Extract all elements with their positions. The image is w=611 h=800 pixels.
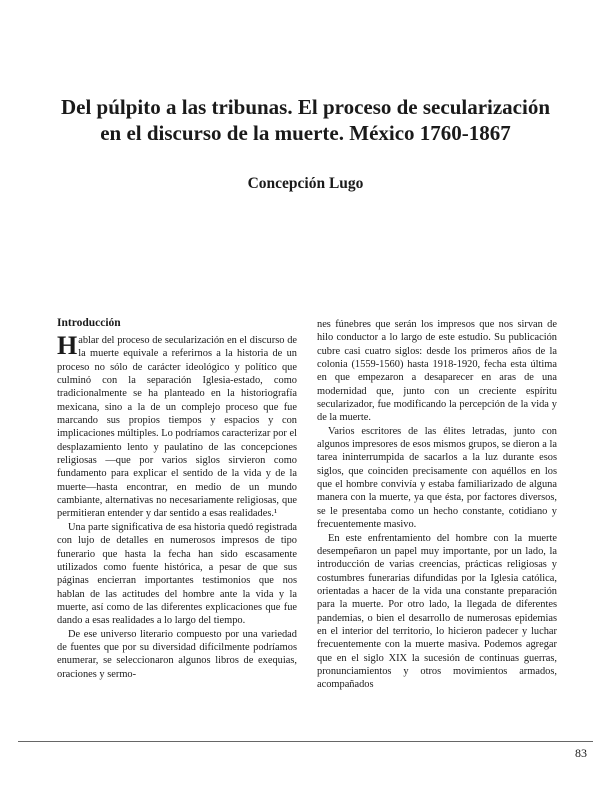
- section-heading: Introducción: [57, 317, 121, 329]
- paragraph-1-text: ablar del proceso de secularización en el discurso de la muerte equivale a referirnos a la historia de un proceso no sólo de carácter ideológico y político que culminó con la separación Iglesia-estado, como tradicionalmente se ha planteado en la historiografía mexicana, sino a la de un complejo proceso que fue marcando sus propios tiempos y espacios y con implicaciones múltiples. Lo podríamos caracterizar por el desplazamiento lento y paulatino de las concepciones religiosas —que por varios siglos sirvieron como fundamento para explicar el sentido de la vida y de la muerte—hasta encontrar, en medio de un mundo cambiante, alternativas no necesariamente religiosas, que permitieran entender y dar sentido a esas realidades.¹: [57, 335, 297, 520]
- page-number: 83: [575, 746, 587, 760]
- paragraph-4: nes fúnebres que serán los impresos que nos sirvan de hilo conductor a lo largo de este estudio. Su publicación cubre casi cuatro siglos: desde los primeros años de la colonia (1559-1560) hasta 1918-1920, fecha esta última en que empezaron a desaparecer en aras de una modernidad que, junto con un creciente espíritu secularizador, fue modificando la percepción de la vida y de la muerte.: [317, 319, 557, 424]
- left-column: [57, 316, 297, 681]
- article-title-line-1: Del púlpito a las tribunas. El proceso de secularización: [60, 95, 551, 119]
- article-title: [40, 94, 571, 146]
- paragraph-2: Una parte significativa de esa historia quedó registrada con lujo de detalles en numerosos impresos de tipo funerario que hasta la fecha han sido escasamente utilizados como fuente histórica, a pesar de que sus páginas encierran importantes testimonios que nos hablan de las actitudes del hombre ante la vida y la muerte, así como de las diferentes explicaciones que fue dando a esas realidades a lo largo del tiempo.: [57, 521, 297, 627]
- paragraph-6: En este enfrentamiento del hombre con la muerte desempeñaron un papel muy importante, por un lado, la introducción de varias creencias, prácticas religiosas y costumbres funerarias difundidas por la Iglesia católica, orientadas a hacer de la vida una constante preparación para la muerte. Por otro lado, la llegada de diferentes pandemias, o bien el desarrollo de numerosas epidemias en el interior del territorio, lo hicieron padecer y luchar frecuentemente con la muerte masiva. Podemos agregar que en el siglo XIX la sucesión de continuas guerras, pronunciamientos y otros movimientos armados, acompañados: [317, 532, 557, 691]
- right-column: [317, 318, 557, 692]
- article-title-line-2: en el discurso de la muerte. México 1760-1867: [100, 121, 511, 145]
- paragraph-5: Varios escritores de las élites letradas, junto con algunos impresores de esos mismos grupos, se dieron a la tarea ininterrumpida de sacarlos a la luz durante esos siglos, que coinciden precisamente con aquéllos en los que el hombre convivía y estaba familiarizado de alguna manera con la muerte, ya que ésta, por factores diversos, se le presentaba como un hecho constante, cotidiano y frecuentemente masivo.: [317, 425, 557, 531]
- footer-rule: [18, 741, 593, 742]
- author-name: Concepción Lugo: [247, 175, 364, 192]
- paragraph-3: De ese universo literario compuesto por una variedad de fuentes que por su diversidad difícilmente podríamos enumerar, se seleccionaron algunos libros de exequias, oraciones y sermo-: [57, 628, 297, 680]
- drop-cap: H: [57, 331, 78, 360]
- paragraph-1: [57, 331, 297, 521]
